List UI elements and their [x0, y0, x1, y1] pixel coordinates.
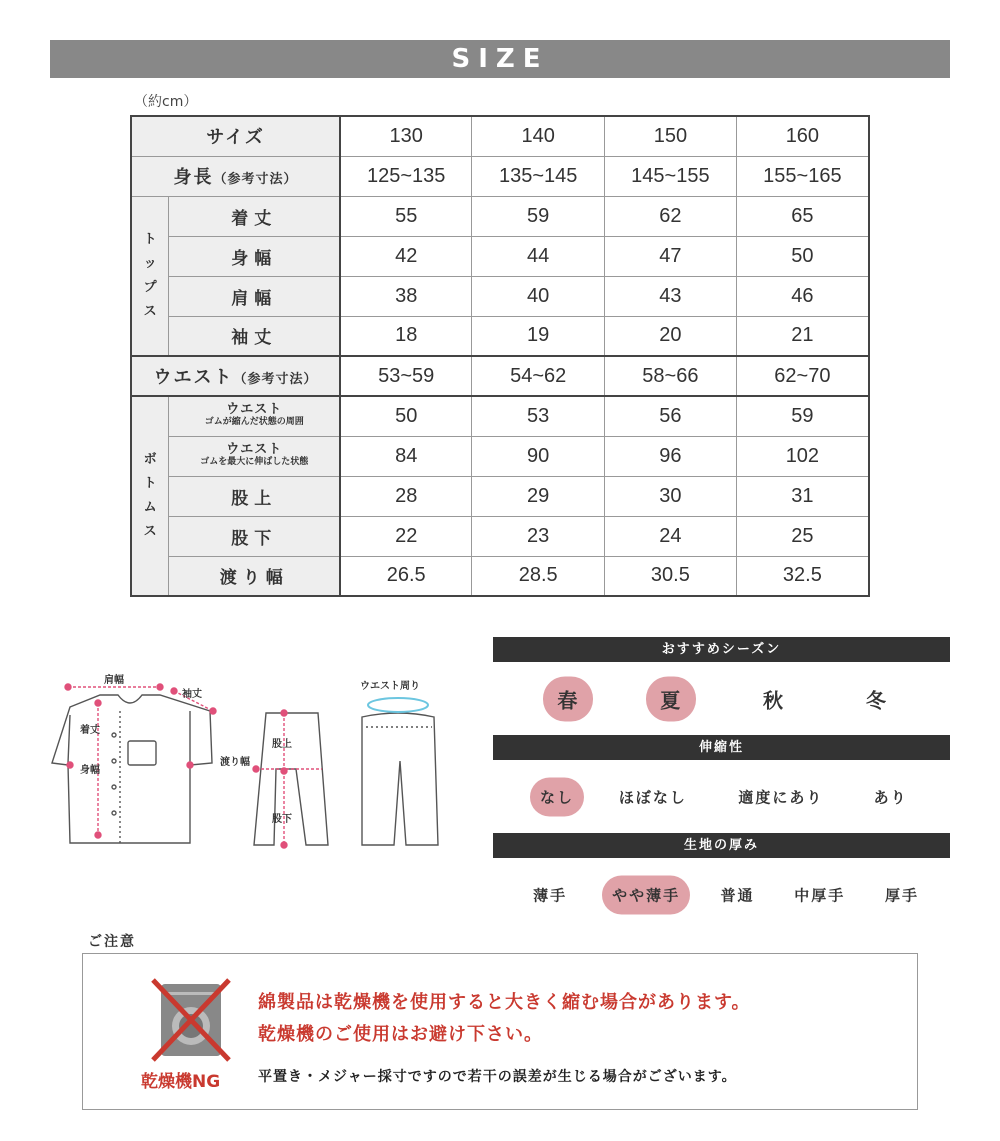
size-140: 140 [472, 116, 605, 156]
height-row [131, 156, 869, 196]
table-cell: 59 [736, 396, 869, 436]
table-cell: 46 [736, 276, 869, 316]
pants-side-icon [254, 713, 328, 845]
notice-line-3: 平置き・メジャー採寸ですので若干の誤差が生じる場合がございます。 [258, 1069, 737, 1085]
row-label: 身幅 [169, 236, 340, 276]
table-cell: 44 [472, 236, 605, 276]
unit-note: （約cm） [134, 94, 198, 110]
season-autumn: 秋 [763, 688, 786, 712]
table-cell: 135~145 [472, 156, 605, 196]
row-label: 袖丈 [169, 316, 340, 356]
table-cell: 125~135 [340, 156, 472, 196]
row-label: 股下 [169, 516, 340, 556]
waist-label: ウエスト（参考寸法） [131, 356, 340, 396]
table-cell: 47 [605, 236, 737, 276]
row-label: ウエスト ゴムを最大に伸ばした状態 [169, 436, 340, 476]
height-label: 身長（参考寸法） [131, 156, 340, 196]
table-cell: 32.5 [736, 556, 869, 596]
inseam-label: 股下 [272, 814, 292, 825]
thickness-section [493, 833, 950, 931]
row-label: 股上 [169, 476, 340, 516]
table-row [131, 236, 869, 276]
table-cell: 59 [472, 196, 605, 236]
table-cell: 54~62 [472, 356, 605, 396]
table-cell: 62~70 [736, 356, 869, 396]
table-cell: 53 [472, 396, 605, 436]
ng-label: 乾燥機NG [141, 1072, 221, 1092]
row-label: ウエスト ゴムが縮んだ状態の周囲 [169, 396, 340, 436]
thickness-title: 生地の厚み [493, 833, 950, 858]
table-cell: 155~165 [736, 156, 869, 196]
row-label: 肩幅 [169, 276, 340, 316]
table-row [131, 276, 869, 316]
stretch-moderate: 適度にあり [738, 788, 824, 806]
table-cell: 53~59 [340, 356, 472, 396]
waist-around-label: ウエスト周り [360, 681, 420, 692]
tops-group-label: ト ッ プ ス [131, 196, 169, 356]
season-winter: 冬 [865, 688, 888, 712]
table-cell: 40 [472, 276, 605, 316]
pants-front-icon [362, 713, 438, 845]
table-cell: 19 [472, 316, 605, 356]
table-row [131, 436, 869, 476]
notice-line-2: 乾燥機のご使用はお避け下さい。 [258, 1024, 543, 1045]
garment-illustration [50, 665, 470, 865]
table-cell: 18 [340, 316, 472, 356]
table-cell: 50 [340, 396, 472, 436]
dryer-ng-icon [151, 978, 231, 1062]
table-row [131, 316, 869, 356]
table-row [131, 556, 869, 596]
row-label: 着丈 [169, 196, 340, 236]
rise-label: 股上 [272, 739, 292, 750]
table-cell: 22 [340, 516, 472, 556]
bottoms-group-label: ボ ト ム ス [131, 396, 169, 596]
size-130: 130 [340, 116, 472, 156]
season-summer: 夏 [646, 676, 696, 721]
table-cell: 96 [605, 436, 737, 476]
notice-line-1: 綿製品は乾燥機を使用すると大きく縮む場合があります。 [258, 992, 751, 1013]
thigh-label: 渡り幅 [220, 757, 250, 768]
measurement-diagram [50, 665, 470, 865]
season-title: おすすめシーズン [493, 637, 950, 662]
table-cell: 30.5 [605, 556, 737, 596]
table-cell: 42 [340, 236, 472, 276]
thickness-slightly-thin: やや薄手 [602, 875, 690, 914]
shirt-icon [52, 695, 212, 843]
stretch-section [493, 735, 950, 833]
table-row [131, 196, 869, 236]
table-row [131, 396, 869, 436]
size-label: サイズ [131, 116, 340, 156]
waist-around-icon [368, 698, 428, 712]
table-cell: 28.5 [472, 556, 605, 596]
table-cell: 38 [340, 276, 472, 316]
thickness-medium-thick: 中厚手 [794, 886, 846, 904]
size-160: 160 [736, 116, 869, 156]
table-cell: 58~66 [605, 356, 737, 396]
size-header-row [131, 116, 869, 156]
notice-box [82, 953, 918, 1110]
table-cell: 90 [472, 436, 605, 476]
stretch-yes: あり [873, 788, 908, 806]
table-cell: 26.5 [340, 556, 472, 596]
season-spring: 春 [543, 676, 593, 721]
thickness-thin: 薄手 [533, 886, 568, 904]
table-cell: 145~155 [605, 156, 737, 196]
table-cell: 65 [736, 196, 869, 236]
table-cell: 20 [605, 316, 737, 356]
notice-title: ご注意 [88, 934, 136, 950]
size-title-bar: SIZE [50, 40, 950, 78]
table-cell: 28 [340, 476, 472, 516]
size-table [130, 115, 870, 597]
table-cell: 25 [736, 516, 869, 556]
body-width-label: 身幅 [80, 765, 100, 776]
thickness-thick: 厚手 [884, 886, 920, 904]
stretch-almost-none: ほぼなし [618, 788, 687, 806]
thickness-normal: 普通 [720, 886, 755, 904]
table-cell: 56 [605, 396, 737, 436]
stretch-none: なし [530, 777, 584, 816]
row-label: 渡り幅 [169, 556, 340, 596]
table-cell: 50 [736, 236, 869, 276]
table-cell: 23 [472, 516, 605, 556]
shoulder-label: 肩幅 [104, 675, 124, 686]
waist-row [131, 356, 869, 396]
table-cell: 43 [605, 276, 737, 316]
table-cell: 62 [605, 196, 737, 236]
table-cell: 31 [736, 476, 869, 516]
table-cell: 29 [472, 476, 605, 516]
table-cell: 30 [605, 476, 737, 516]
table-cell: 84 [340, 436, 472, 476]
table-cell: 102 [736, 436, 869, 476]
length-label: 着丈 [80, 725, 100, 736]
stretch-title: 伸縮性 [493, 735, 950, 760]
table-row [131, 476, 869, 516]
pants-measure-lines [253, 710, 322, 848]
table-cell: 55 [340, 196, 472, 236]
season-section [493, 637, 950, 735]
table-cell: 21 [736, 316, 869, 356]
size-150: 150 [605, 116, 737, 156]
table-row [131, 516, 869, 556]
table-cell: 24 [605, 516, 737, 556]
sleeve-label: 袖丈 [182, 689, 202, 700]
